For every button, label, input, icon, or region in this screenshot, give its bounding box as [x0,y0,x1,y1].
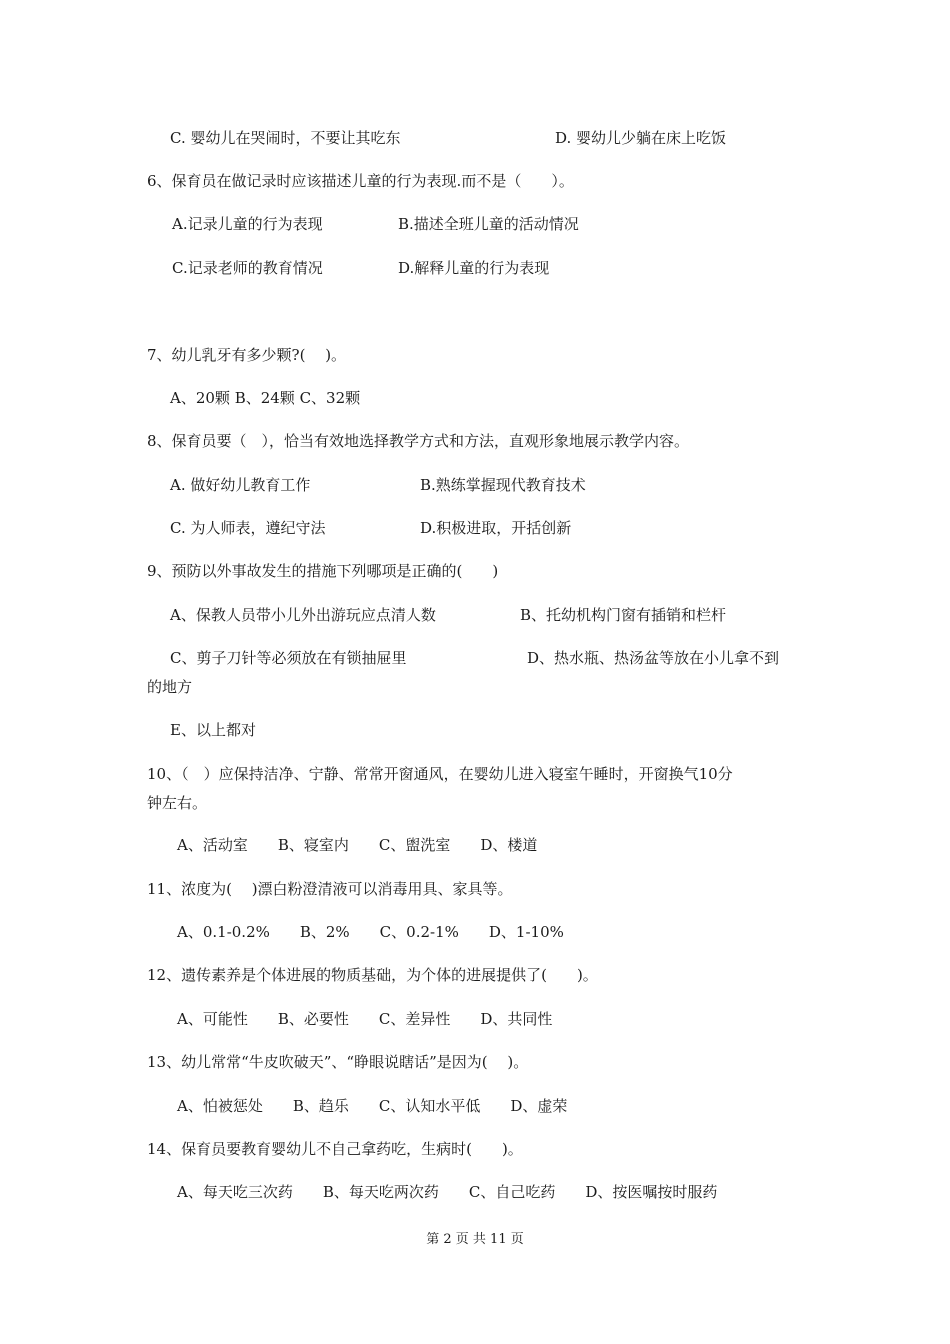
q5-option-c: C. 婴幼儿在哭闹时，不要让其吃东 [170,129,401,147]
question-10-continued: 钟左右。 [147,794,208,812]
q9-option-d-continued: 的地方 [147,678,193,696]
question-9: 9、预防以外事故发生的措施下列哪项是正确的( ) [147,562,499,580]
q9-option-d: D、热水瓶、热汤盆等放在小儿拿不到 [527,649,780,667]
q10-options: A、活动室 B、寝室内 C、盥洗室 D、楼道 [177,836,538,854]
q14-options: A、每天吃三次药 B、每天吃两次药 C、自己吃药 D、按医嘱按时服药 [177,1183,718,1201]
q8-option-d: D.积极进取，开括创新 [420,519,572,537]
q7-options: A、20颗 B、24颗 C、32颗 [170,389,361,407]
q13-options: A、怕被惩处 B、趋乐 C、认知水平低 D、虚荣 [177,1097,568,1115]
q5-option-d: D. 婴幼儿少躺在床上吃饭 [555,129,727,147]
q9-option-a: A、保教人员带小儿外出游玩应点清人数 [170,606,436,624]
question-10: 10、（ ）应保持洁净、宁静、常常开窗通风，在婴幼儿进入寝室午睡时，开窗换气10分 [147,765,733,783]
question-8: 8、保育员要（ ），恰当有效地选择教学方式和方法，直观形象地展示教学内容。 [147,432,690,450]
q9-option-c: C、剪子刀针等必须放在有锁抽屉里 [170,649,407,667]
q8-option-a: A. 做好幼儿教育工作 [170,476,311,494]
question-11: 11、浓度为( )漂白粉澄清液可以消毒用具、家具等。 [147,880,513,898]
q6-option-a: A.记录儿童的行为表现 [172,215,323,233]
q12-options: A、可能性 B、必要性 C、差异性 D、共同性 [177,1010,553,1028]
q8-option-b: B.熟练掌握现代教育技术 [420,476,586,494]
question-14: 14、保育员要教育婴幼儿不自己拿药吃，生病时( )。 [147,1140,523,1158]
question-13: 13、幼儿常常“牛皮吹破天”、“睁眼说瞎话”是因为( )。 [147,1053,529,1071]
question-7: 7、幼儿乳牙有多少颗?( )。 [147,346,347,364]
question-12: 12、遗传素养是个体进展的物质基础，为个体的进展提供了( )。 [147,966,598,984]
q8-option-c: C. 为人师表，遵纪守法 [170,519,326,537]
q6-option-d: D.解释儿童的行为表现 [398,259,550,277]
q11-options: A、0.1-0.2% B、2% C、0.2-1% D、1-10% [177,923,564,941]
q6-option-b: B.描述全班儿童的活动情况 [398,215,579,233]
question-6: 6、保育员在做记录时应该描述儿童的行为表现.而不是（ ）。 [147,172,574,190]
page-footer: 第 2 页 共 11 页 [426,1232,524,1247]
q6-option-c: C.记录老师的教育情况 [172,259,323,277]
q9-option-e: E、以上都对 [170,721,256,739]
q9-option-b: B、托幼机构门窗有插销和栏杆 [520,606,727,624]
